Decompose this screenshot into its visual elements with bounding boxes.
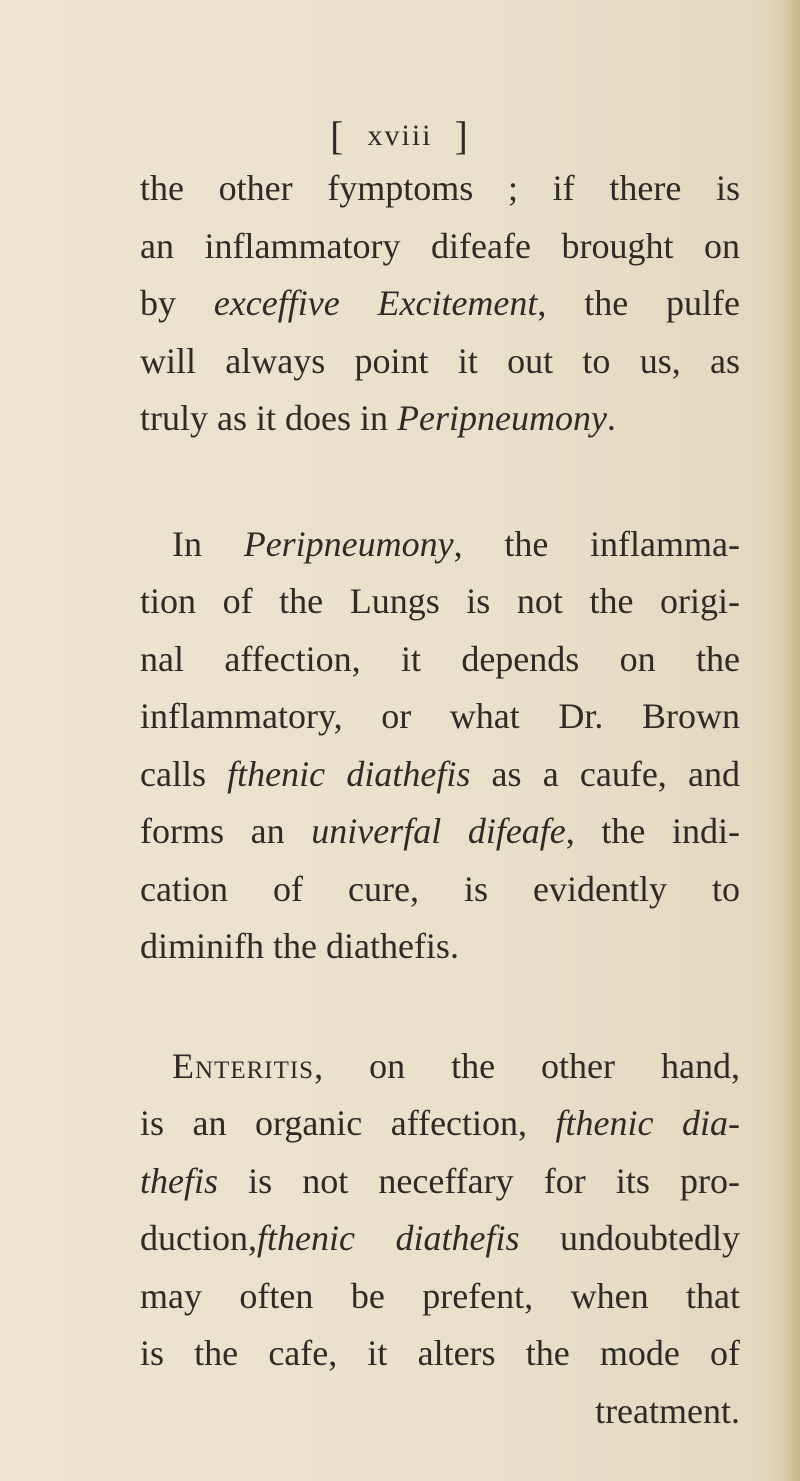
text-line	[140, 390, 740, 448]
text-run: truly as it does in	[140, 398, 397, 438]
paragraph-1	[140, 160, 740, 448]
text-line	[140, 1095, 740, 1153]
italic-run: thefis	[140, 1160, 218, 1201]
paragraph-2	[140, 516, 740, 976]
text-line	[140, 1210, 740, 1268]
text-line	[140, 1325, 740, 1383]
text-run: is not neceffary for its pro-	[218, 1160, 740, 1201]
page-header	[0, 112, 800, 159]
text-run: tion of the Lungs is not the origi-	[140, 581, 740, 621]
text-line	[140, 861, 740, 919]
text-run: In	[172, 523, 244, 564]
text-run: nal affection, it depends on the	[140, 638, 740, 679]
text-run: , the indi-	[565, 811, 740, 851]
text-run: will always point it out to us, as	[140, 340, 740, 381]
italic-run: Peripneumony	[243, 523, 454, 564]
text-line	[140, 746, 740, 804]
text-line	[140, 573, 740, 631]
text-run: undoubtedly	[519, 1218, 740, 1258]
text-run: treatment.	[595, 1390, 740, 1431]
page-edge-shadow	[782, 0, 800, 1481]
italic-run: fthenic dia-	[555, 1103, 740, 1143]
text-line	[140, 1268, 740, 1326]
text-line	[140, 1038, 740, 1096]
text-line	[140, 275, 740, 333]
text-run: diminifh the diathefis.	[140, 926, 459, 966]
text-run: an inflammatory difeafe brought on	[140, 225, 740, 266]
text-run: by	[140, 283, 214, 323]
text-run: inflammatory, or what Dr. Brown	[140, 696, 740, 736]
italic-run: exceffive Excitement	[213, 283, 538, 323]
text-run: is an organic affection,	[140, 1103, 556, 1143]
italic-run: Peripneumony	[396, 398, 607, 438]
text-run: is the cafe, it alters the mode of	[140, 1333, 740, 1373]
page-number: xviii	[367, 119, 433, 152]
text-run: .	[606, 398, 616, 438]
paragraph-gap	[140, 976, 740, 1038]
text-line	[140, 516, 740, 574]
text-run: may often be prefent, when that	[140, 1275, 740, 1316]
paragraph-gap	[140, 448, 740, 516]
italic-run: univerfal difeafe	[311, 811, 566, 851]
body-text	[140, 160, 740, 1440]
text-run: cation of cure, is evidently to	[140, 868, 740, 909]
text-run: as a caufe, and	[470, 753, 740, 794]
small-caps-run: Enteritis	[172, 1045, 315, 1086]
open-bracket: [	[330, 113, 346, 158]
italic-run: fthenic diathefis	[256, 1218, 520, 1258]
paragraph-3	[140, 1038, 740, 1441]
text-run: , the pulfe	[537, 283, 740, 323]
italic-run: fthenic diathefis	[227, 753, 471, 794]
text-line	[140, 918, 740, 976]
text-run: forms an	[140, 811, 312, 851]
text-run: calls	[140, 753, 228, 794]
text-run: , on the other hand,	[314, 1045, 740, 1086]
text-line	[140, 803, 740, 861]
text-run: duction,	[140, 1218, 257, 1258]
text-run: , the inflamma-	[453, 523, 740, 564]
text-line	[140, 1383, 740, 1441]
text-line	[140, 1153, 740, 1211]
text-line	[140, 160, 740, 218]
text-line	[140, 688, 740, 746]
text-line	[140, 333, 740, 391]
text-line	[140, 631, 740, 689]
text-run: the other fymptoms ; if there is	[140, 168, 740, 208]
close-bracket: ]	[454, 113, 470, 158]
text-line	[140, 218, 740, 276]
